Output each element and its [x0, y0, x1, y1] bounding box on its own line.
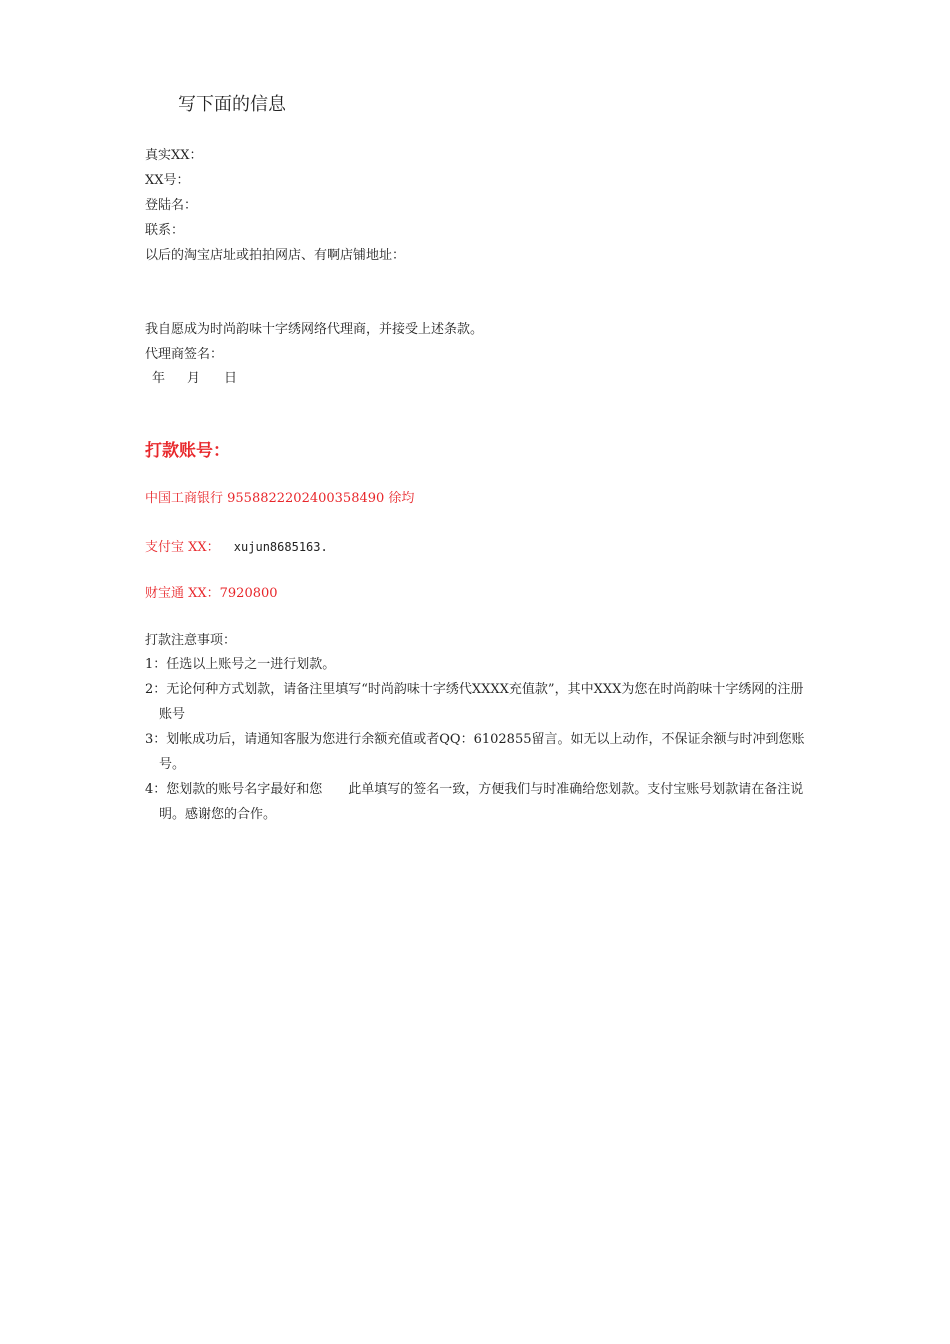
- note-item-4: 4：您划款的账号名字最好和您 此单填写的签名一致，方便我们与时准确给您划款。支付宝账号划款请在备注说明。感谢您的合作。: [145, 782, 804, 822]
- payment-title: 打款账号：: [145, 441, 230, 461]
- date-month: 月: [187, 371, 201, 386]
- bank-account: 中国工商银行 9558822202400358490 徐均: [145, 491, 415, 506]
- note-item-2: 2：无论何种方式划款，请备注里填写“时尚韵味十字绣代XXXX充值款”，其中XXX为您在时尚韵味十字绣网的注册账号: [145, 682, 804, 722]
- note-item-3: 3：划帐成功后，请通知客服为您进行余额充值或者QQ：6102855留言。如无以上动作，不保证余额与时冲到您账号。: [145, 732, 805, 772]
- notes-title: 打款注意事项：: [145, 633, 237, 648]
- declaration-statement: 我自愿成为时尚韵味十字绣网络代理商，并接受上述条款。: [145, 322, 484, 337]
- signature-label: 代理商签名：: [145, 347, 224, 362]
- field-real-name: 真实XX：: [145, 148, 203, 163]
- field-login-name: 登陆名：: [145, 198, 198, 213]
- date-day: 日: [224, 371, 238, 386]
- page-heading: 写下面的信息: [178, 94, 286, 115]
- alipay-label: 支付宝 XX：: [145, 540, 220, 555]
- field-contact: 联系：: [145, 223, 185, 238]
- alipay-row: [145, 538, 328, 557]
- note-item-1: 1：任选以上账号之一进行划款。: [145, 657, 336, 672]
- field-shop-address: 以后的淘宝店址或拍拍网店、有啊店铺地址：: [145, 248, 406, 263]
- caifutong-account: 财宝通 XX：7920800: [145, 586, 278, 601]
- notes-list: [145, 652, 810, 827]
- field-id-number: XX号：: [145, 173, 190, 188]
- alipay-account: xujun8685163.: [233, 540, 328, 554]
- date-year: 年: [152, 371, 166, 386]
